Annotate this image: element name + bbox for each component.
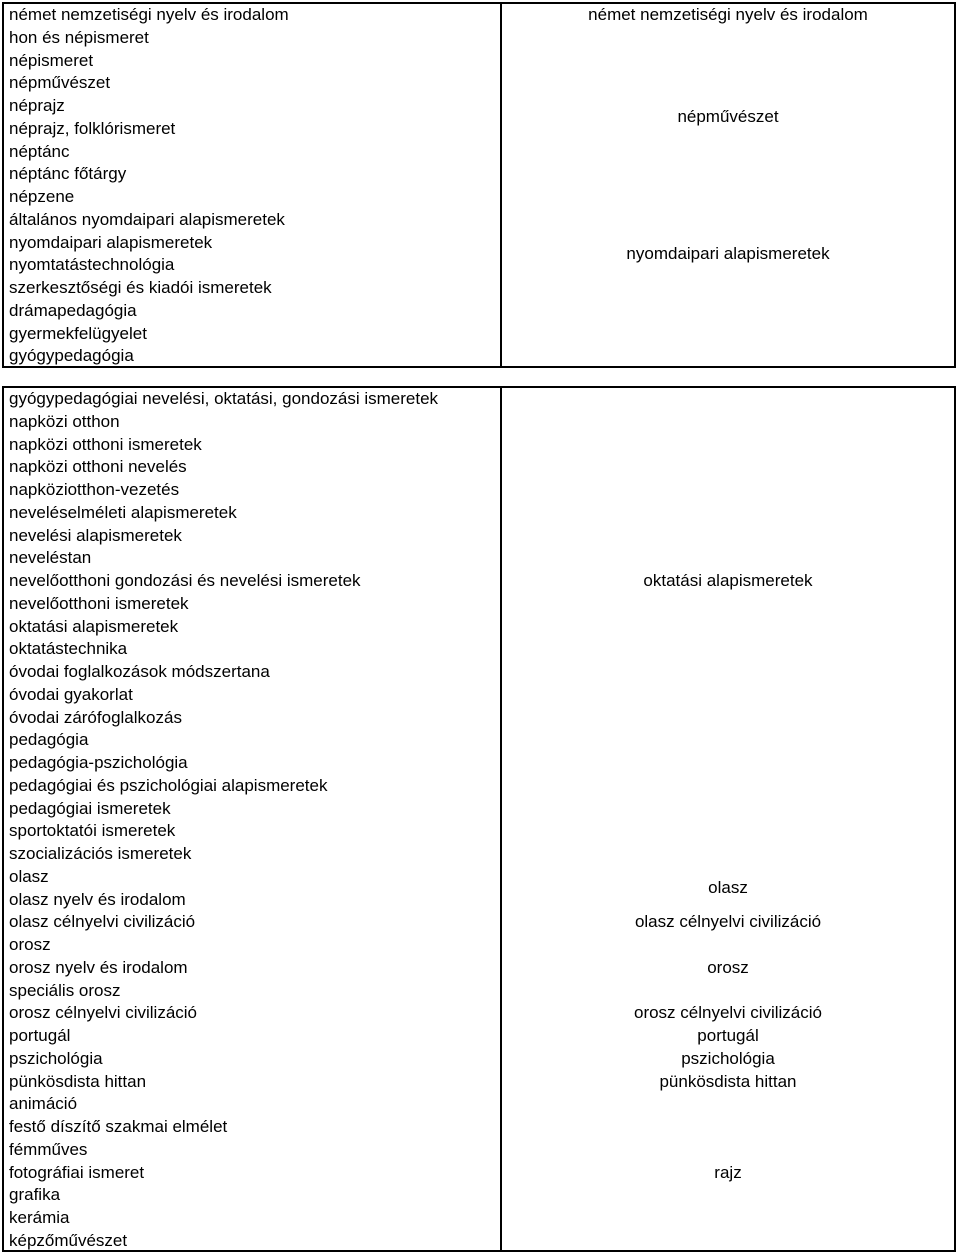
- subject-row: grafika: [9, 1185, 61, 1205]
- subject-row: neveléselméleti alapismeretek: [9, 502, 237, 522]
- equivalent-subject: olasz célnyelvi civilizáció: [634, 912, 822, 932]
- subject-row: pünkösdista hittan: [9, 1071, 147, 1091]
- subject-row: pszichológia: [9, 1048, 103, 1068]
- subject-row: nevelőotthoni ismeretek: [9, 593, 189, 613]
- document-page: [2, 2, 958, 1252]
- subject-row: nevelési alapismeretek: [9, 525, 182, 545]
- subject-row: nevelőotthoni gondozási és nevelési ismeretek: [9, 571, 361, 590]
- subject-row: pedagógia: [9, 730, 89, 750]
- subject-row: óvodai foglalkozások módszertana: [9, 662, 270, 681]
- subject-row: orosz: [9, 935, 51, 954]
- subject-row: napközi otthoni nevelés: [9, 457, 187, 477]
- subject-row: általános nyomdaipari alapismeretek: [9, 209, 285, 229]
- subject-row: nyomtatástechnológia: [9, 255, 175, 275]
- equivalent-subject: pszichológia: [681, 1048, 775, 1068]
- subject-row: szerkesztőségi és kiadói ismeretek: [9, 278, 272, 297]
- subject-row: napközi otthoni ismeretek: [9, 434, 202, 454]
- subject-row: festő díszítő szakmai elmélet: [9, 1117, 228, 1136]
- equivalent-subject: nyomdaipari alapismeretek: [626, 243, 830, 263]
- subject-row: pedagógiai ismeretek: [9, 798, 171, 818]
- subject-row: animáció: [9, 1094, 78, 1114]
- subject-row: népművészet: [9, 73, 111, 93]
- subject-row: orosz célnyelvi civilizáció: [9, 1003, 198, 1023]
- subject-row: pedagógiai és pszichológiai alapismeretek: [9, 775, 328, 795]
- subject-row: óvodai zárófoglalkozás: [9, 707, 182, 727]
- subject-row: nyomdaipari alapismeretek: [9, 232, 213, 252]
- equivalent-subject: olasz: [708, 878, 748, 898]
- subject-table-2: [2, 386, 956, 1252]
- subject-row: gyógypedagógia: [9, 346, 134, 366]
- subject-row: speciális orosz: [9, 980, 121, 1000]
- subject-row: fotográfiai ismeret: [9, 1162, 145, 1182]
- subject-row: olasz nyelv és irodalom: [9, 889, 186, 909]
- subject-row: óvodai gyakorlat: [9, 684, 133, 704]
- equivalent-subject: német nemzetiségi nyelv és irodalom: [588, 5, 868, 24]
- subject-row: sportoktatói ismeretek: [9, 821, 176, 841]
- equivalent-subject: orosz: [707, 957, 749, 977]
- equivalent-subject: népművészet: [677, 107, 779, 127]
- subject-row: néprajz, folklórismeret: [9, 118, 176, 138]
- subject-row: népzene: [9, 187, 75, 206]
- subject-row: neveléstan: [9, 548, 92, 568]
- subject-row: néprajz: [9, 96, 65, 115]
- equivalent-subject: orosz célnyelvi civilizáció: [633, 1003, 822, 1023]
- subject-row: népismeret: [9, 50, 94, 70]
- subject-row: orosz nyelv és irodalom: [9, 957, 188, 977]
- subject-row: képzőművészet: [9, 1230, 128, 1250]
- source-subjects-column: [4, 4, 502, 366]
- equivalent-subject: rajz: [714, 1162, 742, 1182]
- subject-row: oktatástechnika: [9, 639, 128, 659]
- subject-row: portugál: [9, 1026, 71, 1045]
- subject-row: néptánc főtárgy: [9, 164, 127, 184]
- equivalent-subject: portugál: [697, 1026, 759, 1045]
- source-subjects-column: [4, 388, 502, 1250]
- equivalent-subject: oktatási alapismeretek: [643, 571, 813, 590]
- subject-row: drámapedagógia: [9, 300, 137, 320]
- target-subjects-column: [502, 4, 954, 366]
- subject-row: pedagógia-pszichológia: [9, 753, 188, 772]
- subject-row: napközi otthon: [9, 411, 120, 431]
- subject-row: oktatási alapismeretek: [9, 616, 179, 636]
- subject-row: olasz: [9, 866, 49, 886]
- subject-row: néptánc: [9, 141, 70, 161]
- subject-row: napköziotthon-vezetés: [9, 480, 180, 499]
- subject-row: kerámia: [9, 1208, 70, 1227]
- equivalent-subject: pünkösdista hittan: [659, 1071, 797, 1091]
- subject-row: fémműves: [9, 1139, 88, 1159]
- subject-row: olasz célnyelvi civilizáció: [9, 912, 196, 932]
- subject-row: gyermekfelügyelet: [9, 323, 147, 343]
- subject-table-1: [2, 2, 956, 368]
- subject-row: hon és népismeret: [9, 27, 149, 47]
- subject-row: német nemzetiségi nyelv és irodalom: [9, 5, 289, 24]
- subject-row: szocializációs ismeretek: [9, 844, 192, 863]
- target-subjects-column: [502, 388, 954, 1250]
- subject-row: gyógypedagógiai nevelési, oktatási, gondozási ismeretek: [9, 389, 439, 408]
